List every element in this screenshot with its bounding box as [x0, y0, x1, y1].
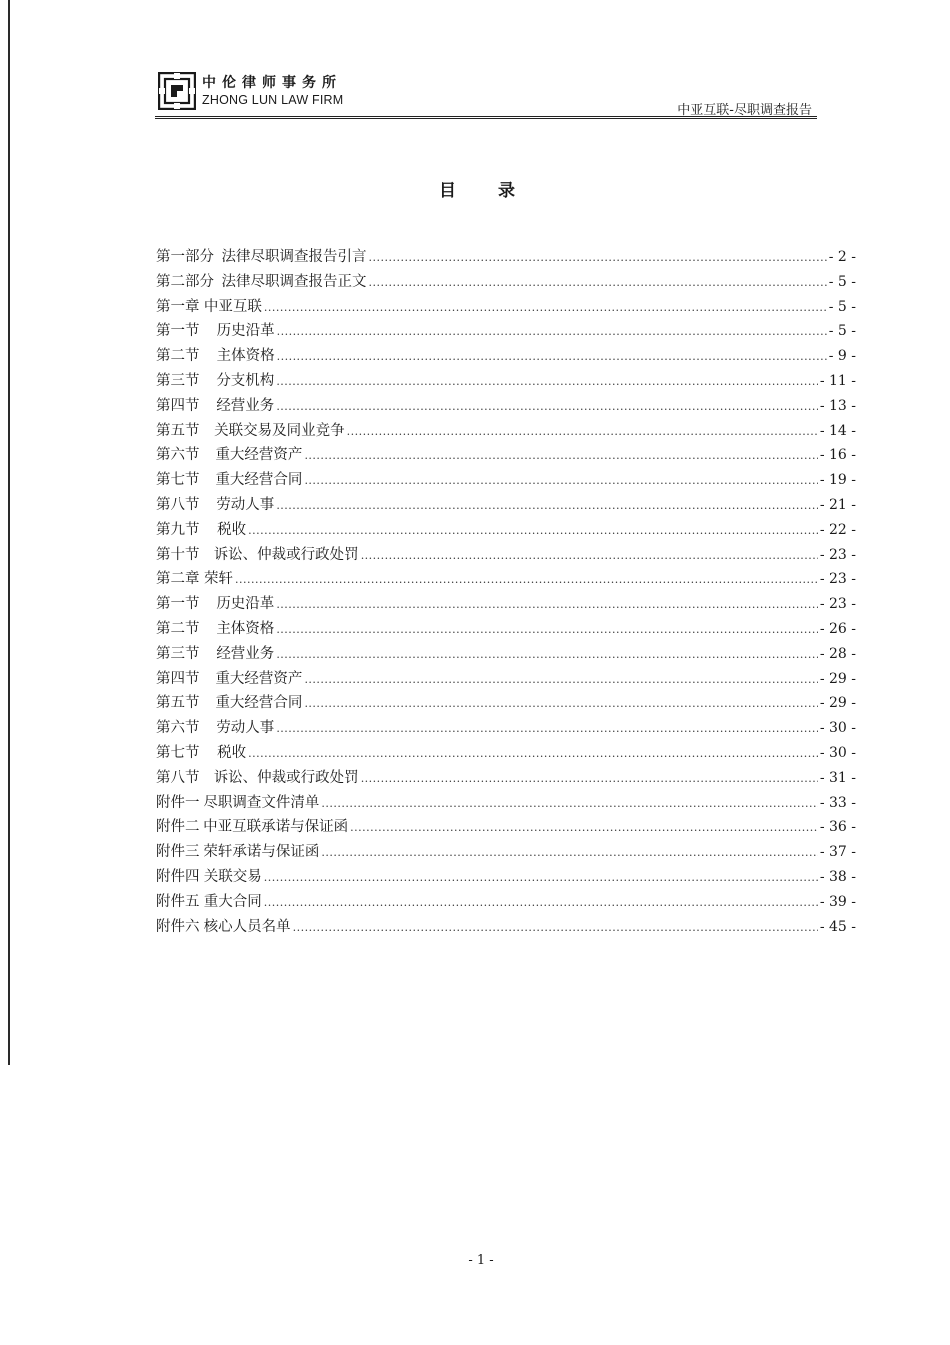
toc-leader-dots: [276, 623, 818, 636]
toc-entry-page: - 30 -: [819, 720, 856, 737]
toc-entry-title: 法律尽职调查报告正文: [221, 273, 367, 290]
toc-entry-page: - 5 -: [828, 273, 856, 290]
toc-entry-title: 劳动人事: [216, 720, 275, 737]
toc-entry-title: 历史沿革: [216, 596, 275, 613]
toc-entry[interactable]: [156, 840, 856, 865]
toc-leader-dots: [321, 846, 817, 859]
toc-entry-label: 第五节: [156, 695, 200, 712]
toc-entry-title: 重大经营合同: [215, 472, 303, 489]
toc-entry-label: 第九节: [156, 521, 200, 538]
toc-entry-page: - 23 -: [819, 596, 856, 613]
toc-entry-label: 第三节: [156, 645, 200, 662]
toc-entry-title: 重大经营合同: [215, 695, 303, 712]
toc-entry[interactable]: [156, 468, 856, 493]
toc-entry-label: 第一节: [156, 323, 200, 340]
toc-leader-dots: [304, 673, 817, 686]
toc-entry-label: 第五节: [156, 422, 200, 439]
toc-entry-label: 第十节: [156, 546, 200, 563]
zhong-lun-logo-icon: [158, 72, 196, 110]
toc-heading: 目 录: [439, 181, 533, 201]
toc-entry[interactable]: [156, 419, 856, 444]
toc-entry[interactable]: [156, 691, 856, 716]
toc-entry-label: 第四节: [156, 670, 200, 687]
toc-entry-label: 第八节: [156, 769, 200, 786]
toc-leader-dots: [276, 648, 818, 661]
toc-entry-page: - 16 -: [819, 447, 856, 464]
toc-entry[interactable]: [156, 865, 856, 890]
toc-entry-label: 第二节: [156, 620, 200, 637]
toc-leader-dots: [304, 697, 817, 710]
toc-entry[interactable]: [156, 270, 856, 295]
toc-entry-title: 分支机构: [216, 372, 275, 389]
toc-entry[interactable]: [156, 518, 856, 543]
toc-entry-label: 附件四: [156, 868, 200, 885]
toc-entry-page: - 30 -: [819, 744, 856, 761]
toc-entry-title: 经营业务: [216, 397, 275, 414]
toc-entry-label: 第八节: [156, 496, 200, 513]
toc-leader-dots: [276, 598, 818, 611]
toc-entry-label: 附件五: [156, 893, 200, 910]
toc-entry[interactable]: [156, 245, 856, 270]
toc-entry-title: 核心人员名单: [203, 918, 291, 935]
toc-entry-page: - 29 -: [819, 670, 856, 687]
toc-entry-title: 劳动人事: [216, 496, 275, 513]
firm-name-cn: 中伦律师事务所: [202, 75, 342, 91]
toc-leader-dots: [350, 821, 818, 834]
toc-entry[interactable]: [156, 667, 856, 692]
toc-entry-label: 第三节: [156, 372, 200, 389]
toc-entry-page: - 38 -: [819, 868, 856, 885]
header-divider: [155, 116, 817, 119]
toc-leader-dots: [321, 797, 817, 810]
toc-entry-label: 第六节: [156, 720, 200, 737]
toc-entry-label: 第六节: [156, 447, 200, 464]
toc-entry-title: 税收: [217, 521, 247, 538]
toc-entry-label: 第七节: [156, 472, 200, 489]
toc-leader-dots: [264, 896, 818, 909]
toc-entry-page: - 23 -: [819, 571, 856, 588]
toc-leader-dots: [276, 499, 818, 512]
toc-leader-dots: [276, 722, 818, 735]
toc-leader-dots: [369, 276, 827, 289]
toc-leader-dots: [361, 549, 818, 562]
toc-entry-title: 尽职调查文件清单: [203, 794, 320, 811]
toc-entry-label: 附件六: [156, 918, 200, 935]
toc-entry-title: 诉讼、仲裁或行政处罚: [213, 769, 359, 786]
toc-entry-page: - 33 -: [819, 794, 856, 811]
toc-leader-dots: [276, 400, 818, 413]
toc-entry-title: 经营业务: [216, 645, 275, 662]
toc-entry[interactable]: [156, 766, 856, 791]
toc-entry-title: 诉讼、仲裁或行政处罚: [213, 546, 359, 563]
toc-entry[interactable]: [156, 567, 856, 592]
toc-entry[interactable]: [156, 394, 856, 419]
toc-entry-page: - 2 -: [828, 249, 856, 265]
toc-entry-page: - 11 -: [819, 372, 856, 389]
toc-entry-page: - 39 -: [819, 893, 856, 910]
table-of-contents: [156, 245, 856, 939]
toc-entry[interactable]: [156, 319, 856, 344]
toc-leader-dots: [347, 425, 818, 438]
toc-leader-dots: [235, 573, 818, 586]
toc-entry-label: 第一节: [156, 596, 200, 613]
toc-entry-title: 历史沿革: [216, 323, 275, 340]
toc-entry-title: 重大经营资产: [215, 670, 303, 687]
toc-leader-dots: [304, 449, 817, 462]
toc-entry-title: 关联交易及同业竞争: [214, 422, 345, 439]
toc-leader-dots: [248, 747, 818, 760]
toc-leader-dots: [361, 772, 818, 785]
toc-entry[interactable]: [156, 890, 856, 915]
toc-entry-title: 荣轩: [204, 571, 234, 588]
toc-entry[interactable]: [156, 493, 856, 518]
firm-name-en: ZHONG LUN LAW FIRM: [202, 93, 344, 107]
toc-entry[interactable]: [156, 642, 856, 667]
toc-entry-page: - 45 -: [819, 918, 856, 935]
toc-entry-label: 第七节: [156, 744, 200, 761]
firm-logo: [158, 72, 343, 110]
toc-leader-dots: [248, 524, 818, 537]
toc-leader-dots: [277, 350, 827, 363]
toc-entry-title: 法律尽职调查报告引言: [221, 249, 367, 265]
toc-entry-page: - 5 -: [828, 323, 856, 340]
toc-entry[interactable]: [156, 592, 856, 617]
toc-entry-title: 主体资格: [216, 620, 275, 637]
toc-entry[interactable]: [156, 369, 856, 394]
toc-entry-label: 第二章: [156, 571, 200, 588]
toc-entry-page: - 23 -: [819, 546, 856, 563]
toc-entry[interactable]: [156, 295, 856, 320]
report-title: 中亚互联-尽职调查报告: [677, 103, 812, 118]
toc-entry-page: - 37 -: [819, 844, 856, 861]
toc-leader-dots: [264, 301, 827, 314]
toc-entry-title: 关联交易: [203, 868, 262, 885]
toc-entry-page: - 31 -: [819, 769, 856, 786]
toc-entry[interactable]: [156, 617, 856, 642]
toc-entry-title: 税收: [217, 744, 247, 761]
toc-leader-dots: [304, 474, 817, 487]
toc-entry[interactable]: [156, 716, 856, 741]
toc-entry-title: 重大合同: [203, 893, 262, 910]
toc-entry[interactable]: [156, 815, 856, 840]
toc-entry-page: - 9 -: [828, 348, 856, 365]
toc-entry-page: - 28 -: [819, 645, 856, 662]
toc-entry-label: 第二部分: [156, 273, 214, 290]
toc-entry-title: 荣轩承诺与保证函: [203, 844, 320, 861]
toc-entry-label: 第四节: [156, 397, 200, 414]
toc-entry-page: - 26 -: [819, 620, 856, 637]
toc-entry-page: - 36 -: [819, 819, 856, 836]
toc-entry-label: 附件三: [156, 844, 200, 861]
toc-entry-page: - 19 -: [819, 472, 856, 489]
toc-entry-title: 重大经营资产: [215, 447, 303, 464]
toc-entry[interactable]: [156, 543, 856, 568]
toc-entry-title: 中亚互联承诺与保证函: [203, 819, 349, 836]
toc-entry-page: - 22 -: [819, 521, 856, 538]
toc-entry-label: 第一部分: [156, 249, 214, 265]
toc-entry-label: 附件一: [156, 794, 200, 811]
toc-entry[interactable]: [156, 741, 856, 766]
toc-entry[interactable]: [156, 344, 856, 369]
toc-leader-dots: [369, 251, 827, 264]
toc-entry[interactable]: [156, 443, 856, 468]
toc-leader-dots: [277, 325, 827, 338]
toc-entry-page: - 14 -: [819, 422, 856, 439]
toc-entry-page: - 29 -: [819, 695, 856, 712]
toc-leader-dots: [264, 871, 818, 884]
toc-entry-label: 第一章: [156, 298, 200, 315]
toc-leader-dots: [276, 375, 818, 388]
toc-entry-page: - 13 -: [819, 397, 856, 414]
toc-entry-label: 附件二: [156, 819, 200, 836]
toc-entry[interactable]: [156, 915, 856, 940]
toc-entry-title: 中亚互联: [203, 298, 262, 315]
toc-entry-page: - 21 -: [819, 496, 856, 513]
scan-edge-line: [8, 0, 10, 1065]
toc-entry[interactable]: [156, 791, 856, 816]
toc-leader-dots: [293, 921, 818, 934]
toc-entry-page: - 5 -: [828, 298, 856, 315]
page-number: - 1 -: [468, 1253, 494, 1268]
toc-entry-title: 主体资格: [216, 348, 275, 365]
toc-entry-label: 第二节: [156, 348, 200, 365]
